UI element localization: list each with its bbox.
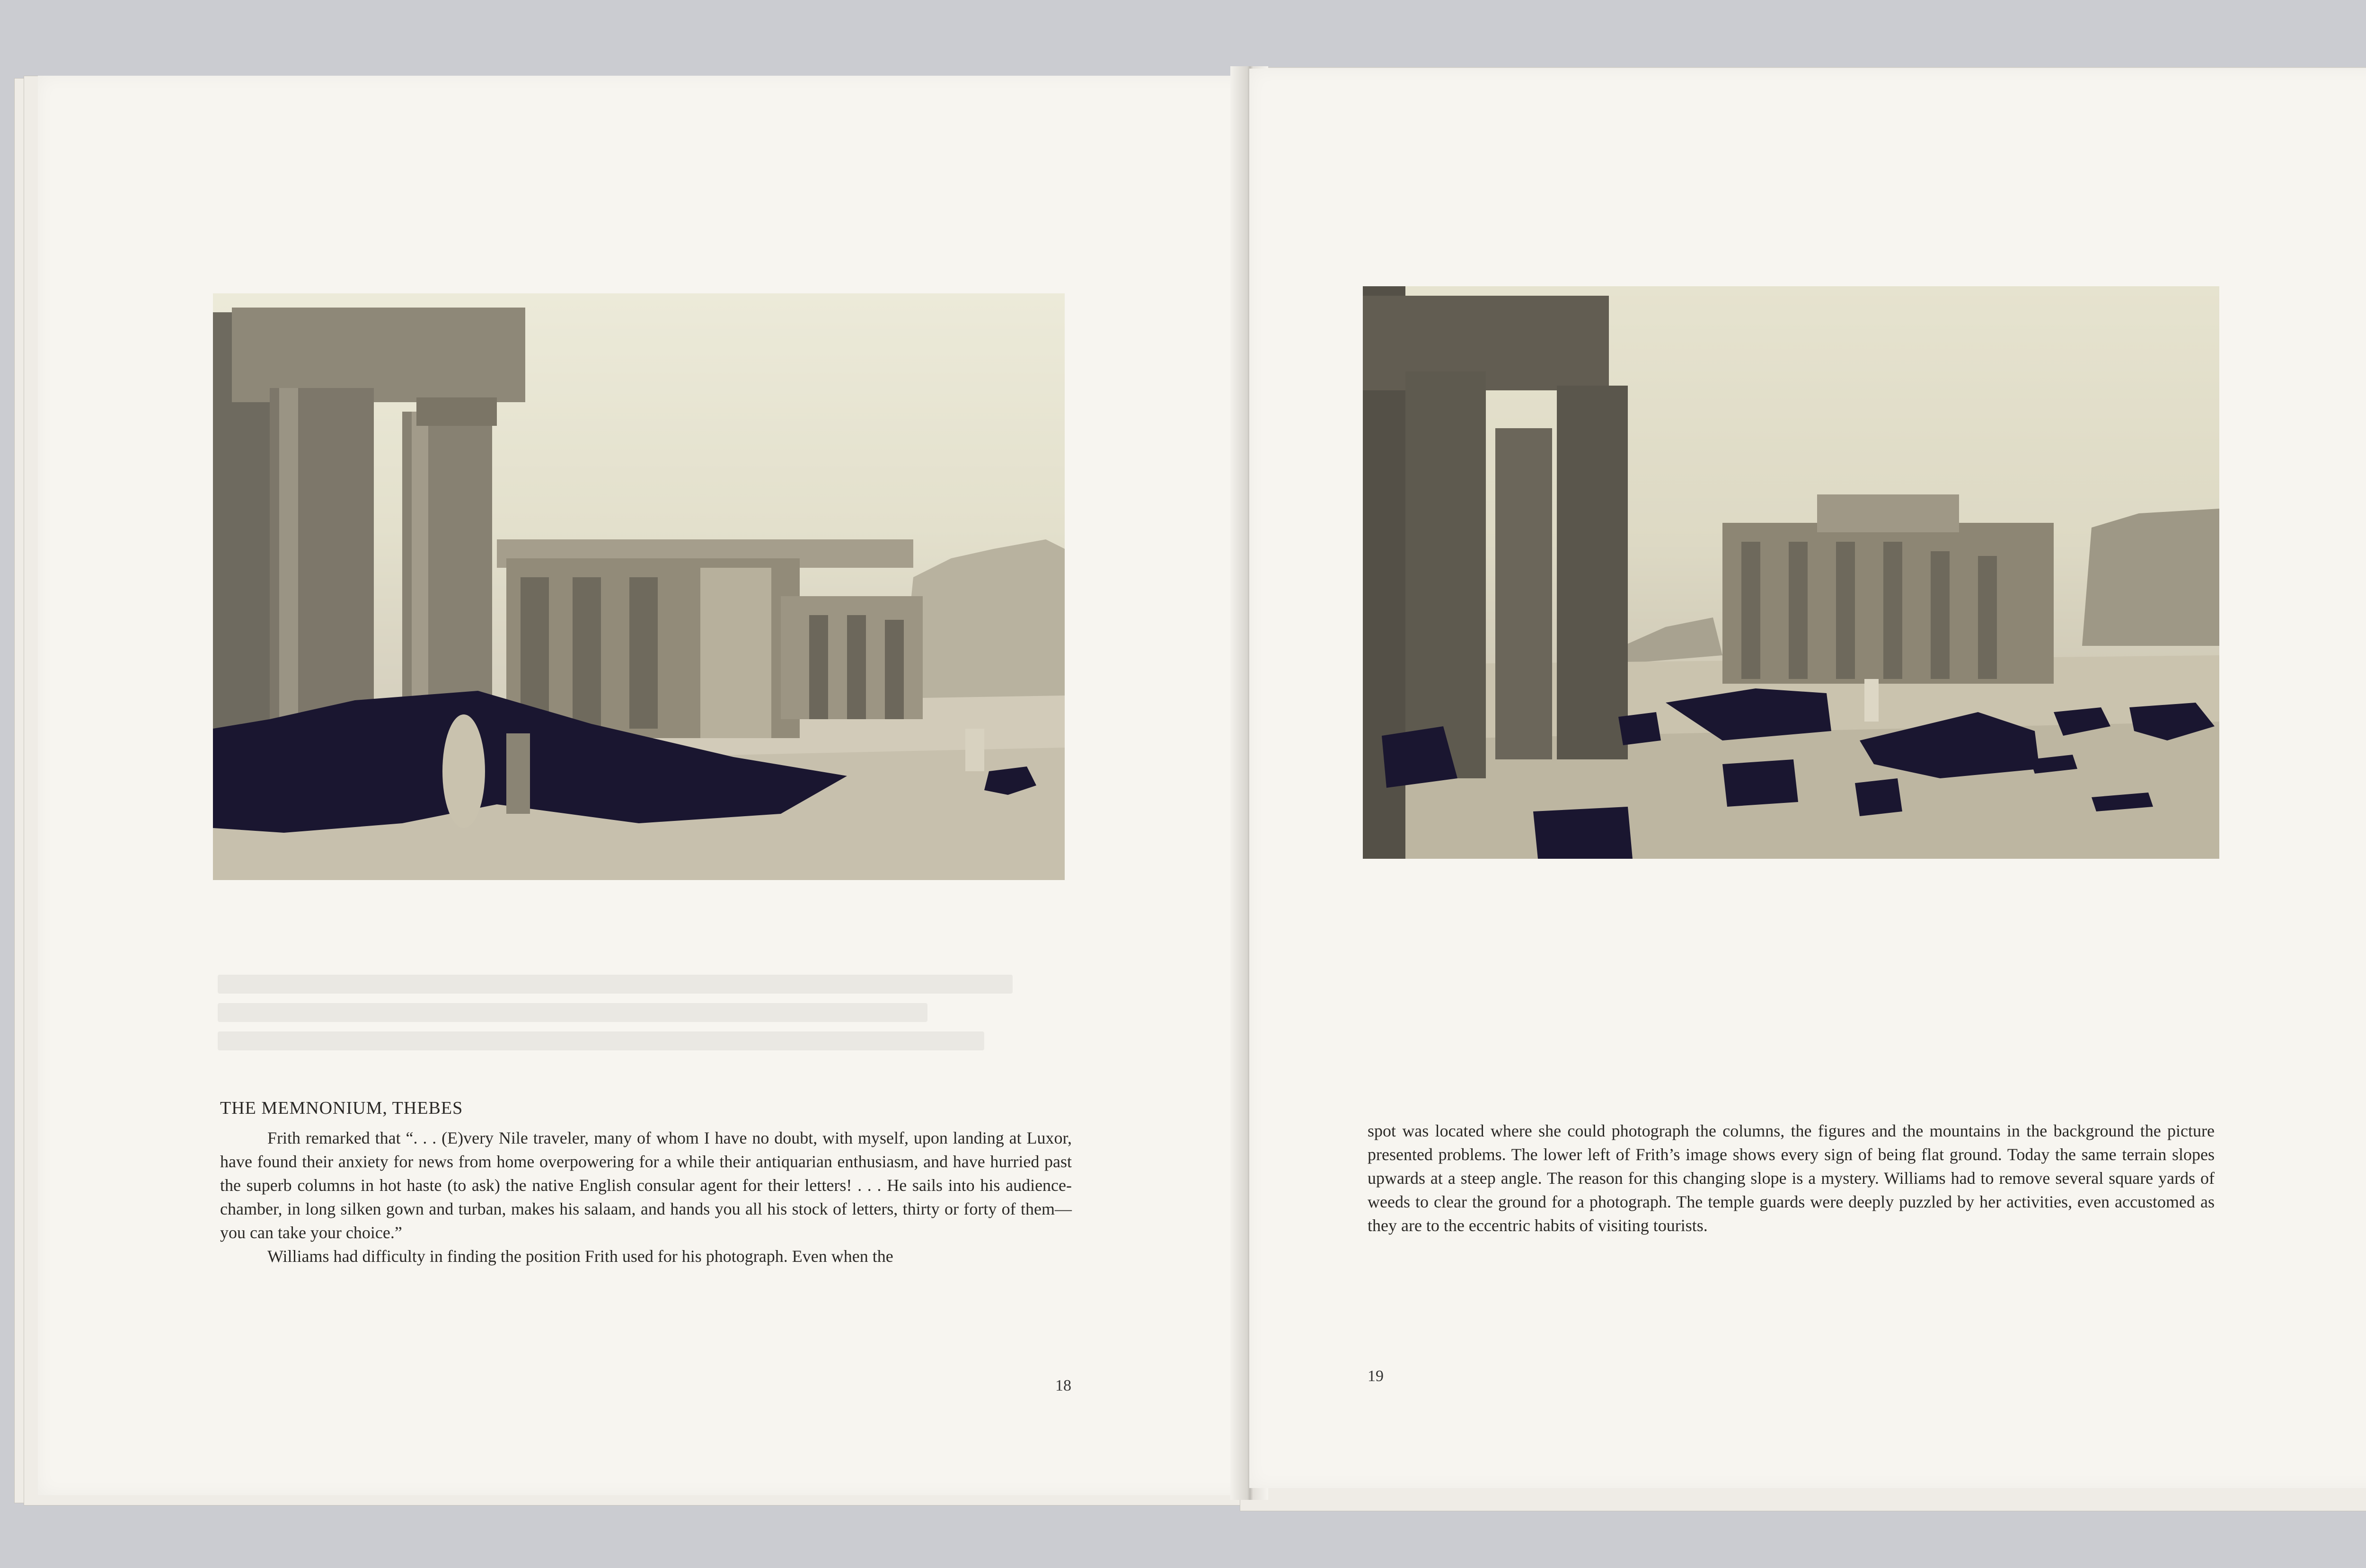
right-page [1249, 69, 2366, 1488]
book-spread [19, 66, 2366, 1514]
right-photograph [1363, 286, 2219, 859]
show-through-text [218, 1003, 927, 1022]
left-body-text [220, 1126, 1072, 1268]
caption-title: THE MEMNONIUM, THEBES [220, 1098, 463, 1118]
ruins-illustration-left [213, 293, 1065, 880]
ruins-illustration-right [1363, 286, 2219, 859]
page-number: 18 [1055, 1377, 1071, 1394]
left-page [38, 76, 1249, 1495]
paragraph: Williams had difficulty in finding the position Frith used for his photograph. Even when the [267, 1247, 893, 1266]
page-number: 19 [1368, 1367, 1384, 1385]
right-body-text [1368, 1119, 2215, 1237]
show-through-text [218, 975, 1013, 994]
show-through-text [218, 1031, 984, 1050]
paragraph: spot was located where she could photograph the columns, the figures and the mountains in the background the picture presented problems. The lower left of Frith’s image shows every sign of being flat ground. Today the same terrain slopes upwards at a steep angle. The reason for this changing slope is a mystery. Williams had to remove several square yards of weeds to clear the ground for a photograph. The temple guards were deeply puzzled by her activities, even accustomed as they are to the eccentric habits of visiting tourists. [1368, 1121, 2215, 1235]
left-photograph [213, 293, 1065, 880]
paragraph: Frith remarked that “. . . (E)very Nile traveler, many of whom I have no doubt, with myself, upon landing at Luxor, have found their anxiety for news from home overpowering for a while their antiquarian enthusiasm, and have hurried past the superb columns in hot haste (to ask) the native English consular agent for their letters! . . . He sails into his audience-chamber, in long silken gown and turban, makes his salaam, and hands you all his stock of letters, thirty or forty of them—you can take your choice.” [220, 1128, 1072, 1242]
